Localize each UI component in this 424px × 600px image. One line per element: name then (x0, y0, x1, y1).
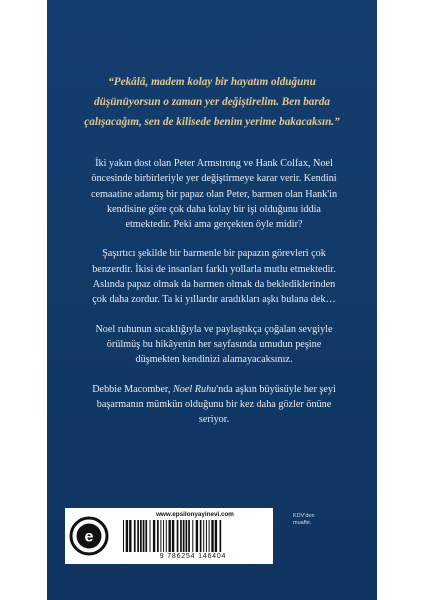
book-title-italic: Noel Ruhu (172, 383, 217, 395)
author-text: Debbie Macomber, (92, 383, 173, 395)
tax-exempt-note (293, 513, 333, 527)
barcode-bar (163, 520, 164, 552)
quote-line-2: düşünüyorsun o zaman yer değiştirelim. Ben barda (94, 96, 330, 108)
blurb (87, 156, 341, 441)
barcode-bar (209, 520, 210, 552)
back-cover (47, 0, 377, 600)
logo-letter: e (84, 528, 94, 546)
barcode-bar (206, 520, 207, 552)
barcode-bar (172, 520, 174, 552)
barcode-bar (123, 520, 124, 552)
barcode-bar (200, 520, 202, 552)
barcode-bar (177, 520, 179, 552)
cover-quote (72, 72, 352, 132)
barcode-bar (196, 520, 198, 552)
barcode-bar (137, 520, 139, 552)
barcode-bar (166, 520, 167, 552)
barcode-bar (153, 520, 155, 552)
barcode-bar (188, 520, 190, 552)
quote-line-1: “Pekâlâ, madem kolay bir hayatım olduğunu (108, 76, 316, 88)
barcode-bar (186, 520, 188, 552)
barcode-bar (140, 520, 142, 552)
quote-line-3: çalışacağım, sen de kilisede benim yerime bakacaksın.” (84, 116, 340, 128)
barcode-bar (180, 520, 182, 552)
barcode-bar (143, 520, 145, 552)
barcode-bar (183, 520, 185, 552)
closing-text: 'nda aşkın büyüsüyle her şeyi başarmanın mümkün olduğunu bir kez daha gözler önüne seriyor. (96, 383, 336, 426)
isbn-number: 9 786254 146404 (159, 553, 227, 560)
barcode-bar (211, 520, 213, 552)
barcode-bar (145, 520, 147, 552)
blurb-paragraph-4 (87, 382, 341, 428)
barcode-panel (65, 508, 273, 564)
barcode-bar (215, 520, 217, 552)
barcode-bar (126, 520, 128, 552)
barcode-bar (192, 520, 193, 552)
barcode-bar (220, 520, 222, 552)
barcode-bar (157, 520, 159, 552)
isbn-barcode (121, 520, 269, 552)
barcode-bar (160, 520, 161, 552)
barcode-bar (169, 520, 171, 552)
barcode-bar (129, 520, 131, 552)
barcode-bar (150, 520, 151, 552)
tax-note-line-1: KDV'den (293, 513, 315, 519)
barcode-bar (134, 520, 136, 552)
blurb-paragraph-2: Şaşırtıcı şekilde bir barmenle bir papazın görevleri çok benzerdir. İkisi de insanları farklı yollarla mutlu etmektedir. Aslında papaz olmak da barmen olmak da beklediklerinden çok daha zordur. Ta ki yıllardır aradıkları aşkı bulana dek… (92, 248, 336, 306)
tax-note-line-2: muaftır. (293, 520, 312, 526)
blurb-paragraph-3: Noel ruhunun sıcaklığıyla ve paylaştıkça çoğalan sevgiyle örülmüş bu hikâyenin her sayfasında umudun peşine düşmekten kendinizi alamayacaksınız. (95, 323, 333, 366)
publisher-logo-icon (69, 516, 109, 556)
publisher-website: www.epsilonyayinevi.com (156, 511, 234, 518)
blurb-paragraph-1: İki yakın dost olan Peter Armstrong ve Hank Colfax, Noel öncesinde birbirleriyle yer değiştirmeye karar verir. Kendini cemaatine adamış bir papaz olan Peter, barmen olan Hank'in kendisine göre çok daha kolay bir işi olduğunu iddia etmektedir. Peki ama gerçekten öyle midir? (90, 158, 338, 231)
barcode-bar (203, 520, 204, 552)
